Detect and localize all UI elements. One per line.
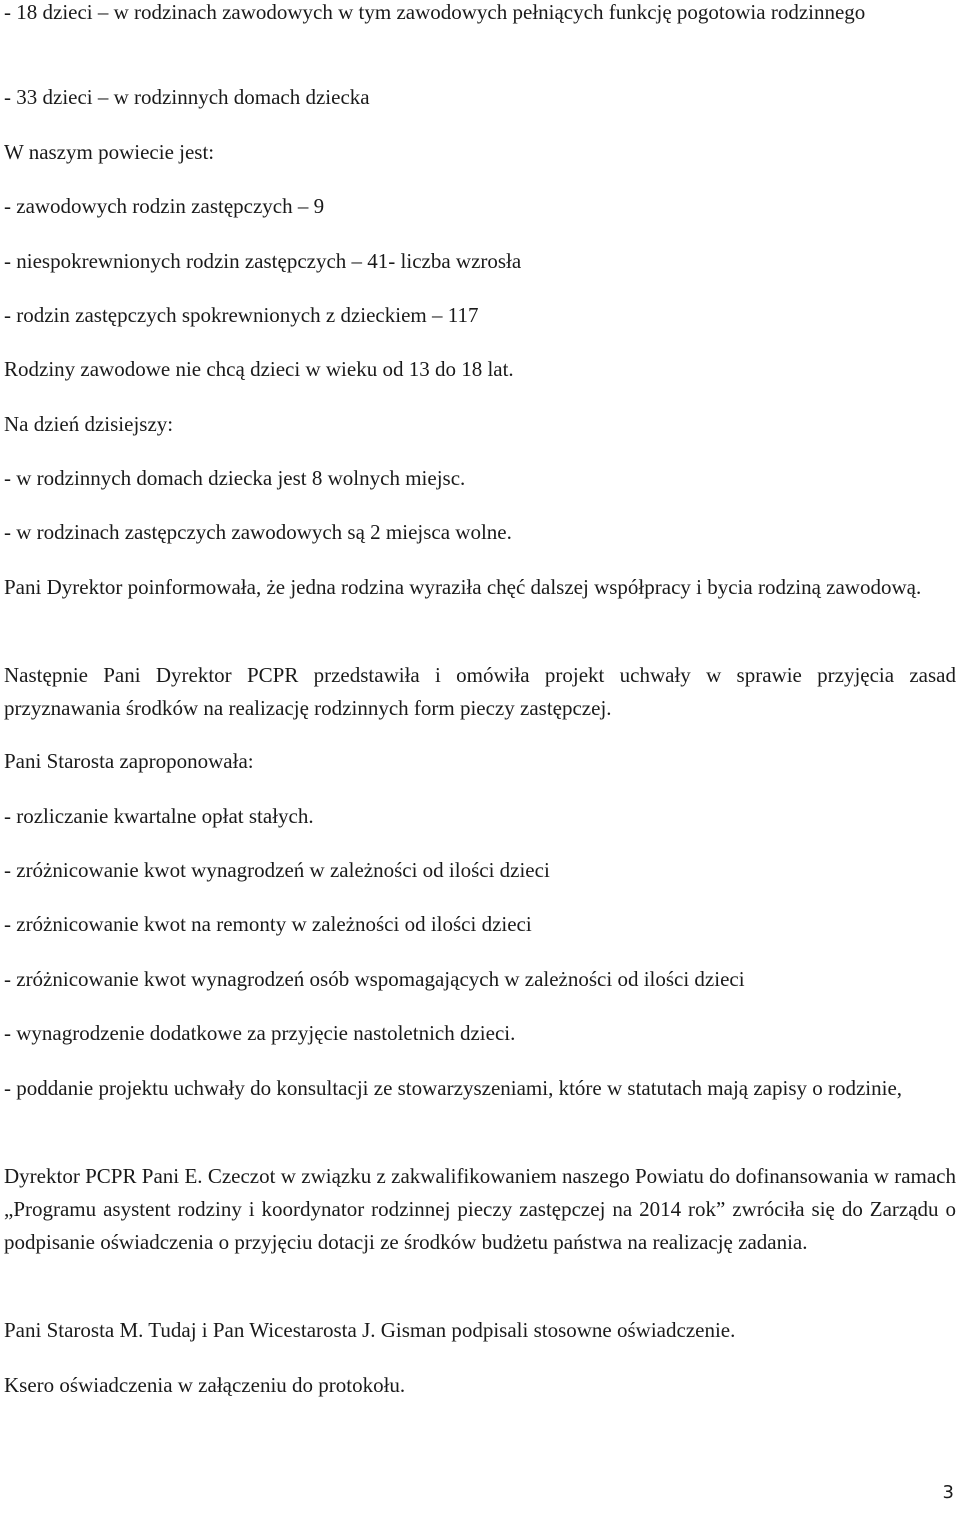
paragraph: Następnie Pani Dyrektor PCPR przedstawiła i omówiła projekt uchwały w sprawie przyjęcia zasad przyznawania środków na realizację rodzinnych form pieczy zastępczej. xyxy=(4,663,956,720)
paragraph: - niespokrewnionych rodzin zastępczych – 41- liczba wzrosła xyxy=(4,249,522,273)
paragraph: Pani Starosta zaproponowała: xyxy=(4,749,254,773)
paragraph: - zróżnicowanie kwot wynagrodzeń w zależności od ilości dzieci xyxy=(4,858,550,882)
paragraph: Pani Starosta M. Tudaj i Pan Wicestarosta J. Gisman podpisali stosowne oświadczenie. xyxy=(4,1318,736,1342)
paragraph: Ksero oświadczenia w załączeniu do protokołu. xyxy=(4,1373,406,1397)
paragraph: - zróżnicowanie kwot na remonty w zależności od ilości dzieci xyxy=(4,912,532,936)
paragraph: - rozliczanie kwartalne opłat stałych. xyxy=(4,804,314,828)
paragraph: Na dzień dzisiejszy: xyxy=(4,412,174,436)
paragraph: - zróżnicowanie kwot wynagrodzeń osób wspomagających w zależności od ilości dzieci xyxy=(4,967,745,991)
paragraph: - 33 dzieci – w rodzinnych domach dziecka xyxy=(4,85,370,109)
paragraph: - w rodzinnych domach dziecka jest 8 wolnych miejsc. xyxy=(4,466,466,490)
paragraph: W naszym powiecie jest: xyxy=(4,140,215,164)
paragraph: - wynagrodzenie dodatkowe za przyjęcie nastoletnich dzieci. xyxy=(4,1021,516,1045)
paragraph: - 18 dzieci – w rodzinach zawodowych w tym zawodowych pełniących funkcję pogotowia rodzinnego xyxy=(4,0,866,24)
paragraph: Pani Dyrektor poinformowała, że jedna rodzina wyraziła chęć dalszej współpracy i bycia rodziną zawodową. xyxy=(4,575,922,599)
paragraph: Rodziny zawodowe nie chcą dzieci w wieku od 13 do 18 lat. xyxy=(4,357,514,381)
page-number: 3 xyxy=(942,1482,954,1503)
paragraph: - w rodzinach zastępczych zawodowych są 2 miejsca wolne. xyxy=(4,520,512,544)
paragraph: - rodzin zastępczych spokrewnionych z dzieckiem – 117 xyxy=(4,303,479,327)
paragraph: - zawodowych rodzin zastępczych – 9 xyxy=(4,194,325,218)
paragraph: - poddanie projektu uchwały do konsultacji ze stowarzyszeniami, które w statutach mają zapisy o rodzinie, xyxy=(4,1076,903,1100)
paragraph: Dyrektor PCPR Pani E. Czeczot w związku z zakwalifikowaniem naszego Powiatu do dofinansowania w ramach „Programu asystent rodziny i koordynator rodzinnej pieczy zastępczej na 2014 rok” zwróciła się do Zarządu o podpisanie oświadczenia o przyjęciu dotacji ze środków budżetu państwa na realizację zadania. xyxy=(4,1164,956,1254)
